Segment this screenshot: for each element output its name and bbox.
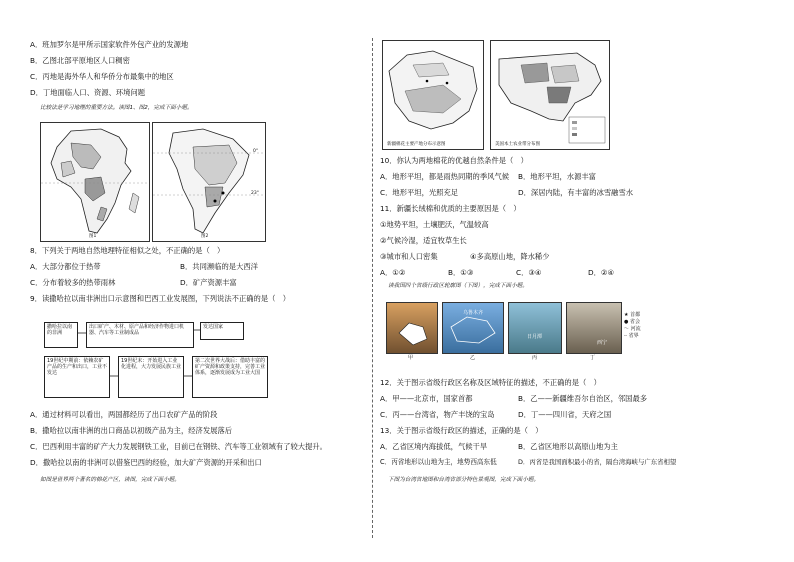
q12-option-a: A．甲——北京市，国家首都 [380, 394, 473, 403]
intro-provinces: 读我国四个省级行政区轮廓图（下图），完成下面小题。 [388, 283, 528, 289]
flow-box-late19: 19世纪末：开始进入工业化进程，大力发展民族工业 [118, 356, 184, 398]
map2-lat-0: 0° [253, 149, 259, 154]
provincial-capital-icon: ● [624, 319, 629, 325]
province-border-icon: ┄ [624, 333, 628, 339]
q-prev-option-c: C．丙地是海外华人和华侨分布最集中的地区 [30, 72, 174, 81]
label-bing: 丙 [532, 355, 538, 361]
q12-option-b: B．乙——新疆维吾尔自治区，邻国最多 [518, 394, 648, 403]
photo-jia [386, 302, 438, 354]
q9-stem: 9．读撒哈拉以南非洲出口示意图和巴西工业发展图，下列说法不正确的是（ ） [30, 294, 291, 303]
intro-compare: 比较法是学习地理的重要方法。读图1、图2，完成下面小题。 [40, 105, 193, 111]
legend-provincial-capital: 省会 [629, 319, 640, 325]
province-legend [624, 312, 641, 340]
intro-taiwan: 下图为台湾省地图和台湾省部分特色景观图，完成下面小题。 [388, 477, 540, 483]
q9-option-c: C．巴西利用丰富的矿产大力发展钢铁工业，目前已在钢铁、汽车等工业领域有了较大提升。 [30, 442, 327, 451]
q11-item-4: ④多高原山地，降水稀少 [470, 252, 550, 261]
photo-ding [566, 302, 622, 354]
xinjiang-map-caption: 新疆棉花主要产地分布示意图 [387, 142, 446, 147]
flow-box-postwar: 第二次世界大战后：借助丰富的矿产资源和政策支持，完善工业体系，逐渐发展成为工业大国 [192, 356, 268, 398]
photo-ding-text: 西宁 [597, 340, 608, 346]
q13-option-c: C．丙省地形以山地为主，地势西高东低 [380, 458, 497, 466]
flow-box-trade: 出口矿产、木材、原产品和经济作物进口机器、汽车等工业制成品 [86, 322, 194, 348]
label-jia: 甲 [408, 355, 414, 361]
photo-yi-text: 乌鲁木齐 [463, 310, 484, 316]
q11-option-b: B．①③ [448, 268, 474, 277]
flow-box-before19: 19世纪中期前：依赖农矿产品的生产和出口，工业不发达 [44, 356, 110, 398]
q11-option-d: D．②④ [588, 268, 614, 277]
q8-stem: 8．下列关于两地自然地理特征相似之处，不正确的是（ ） [30, 246, 225, 255]
xinjiang-cotton-map [382, 40, 484, 150]
q12-option-d: D．丁——四川省，天府之国 [518, 410, 612, 419]
q12-option-c: C．丙——台湾省，物产丰饶的宝岛 [380, 410, 495, 419]
intro-cotton: 如图是世界两个著名的棉花产区，读图，完成下面小题。 [40, 477, 180, 483]
photo-yi [442, 302, 504, 354]
legend-border: 省界 [628, 333, 639, 339]
q9-option-a: A．通过材料可以看出，两国都经历了出口农矿产品的阶段 [30, 410, 218, 419]
river-line-icon: ～ [624, 326, 630, 332]
q-prev-option-d: D．丁地面临人口、资源、环境问题 [30, 88, 146, 97]
q11-option-a: A．①② [380, 268, 406, 277]
q9-option-b: B．撒哈拉以南非洲的出口商品以初级产品为主，经济发展落后 [30, 426, 233, 435]
q11-item-3: ③城市和人口密集 [380, 252, 438, 261]
q8-option-a: A．大部分都位于热带 [30, 262, 101, 271]
legend-river: 河流 [630, 326, 641, 332]
q13-option-b: B．乙省区地形以高原山地为主 [518, 442, 618, 451]
q-prev-option-a: A．班加罗尔是甲所示国家软件外包产业的发源地 [30, 40, 189, 49]
q11-item-1: ①地势平坦，土壤肥沃，气温较高 [380, 220, 489, 229]
xinjiang-map-svg [383, 41, 483, 149]
q10-option-c: C．地形平坦，光照充足 [380, 188, 459, 197]
q13-option-d: D．丙省是我国面积最小的省，隔台湾海峡与广东省相望 [518, 458, 677, 466]
q12-stem: 12．关于图示省级行政区名称及区域特征的描述，不正确的是（ ） [380, 378, 601, 387]
q10-option-a: A．地形平坦，都是雨热同期的季风气候 [380, 172, 510, 181]
q13-stem: 13．关于图示省级行政区的描述，正确的是（ ） [380, 426, 543, 435]
photo-bing [508, 302, 562, 354]
photo-jia-outline [387, 303, 437, 353]
label-ding: 丁 [590, 355, 596, 361]
us-map-caption: 美国本土农业带分布图 [495, 142, 540, 147]
capital-star-icon: ★ [624, 312, 629, 318]
q10-option-d: D．深居内陆，有丰富的冰雪融雪水 [518, 188, 634, 197]
flow-box-africa: 撒哈拉以南的非洲 [44, 322, 78, 348]
photo-bing-text: 日月潭 [527, 334, 543, 340]
map2-caption: 图2 [201, 234, 209, 239]
us-agri-map [490, 40, 610, 150]
flow-box-developed: 发达国家 [200, 322, 244, 340]
us-map-svg [491, 41, 609, 149]
q11-stem: 11．新疆长绒棉和优质的主要原因是（ ） [380, 204, 521, 213]
q11-option-c: C．③④ [516, 268, 542, 277]
q11-item-2: ②气候冷湿，适宜牧草生长 [380, 236, 467, 245]
q8-option-b: B．共同濒临的是大西洋 [180, 262, 258, 271]
legend-capital: 首都 [630, 312, 641, 318]
map1-caption: 图1 [89, 234, 97, 239]
q10-stem: 10．你认为两地棉花的优越自然条件是（ ） [380, 156, 528, 165]
map2-lat-23: 23° [251, 191, 259, 196]
q13-option-a: A．乙省区境内海拔低，气候干旱 [380, 442, 488, 451]
q10-option-b: B．地形平坦，水源丰富 [518, 172, 596, 181]
q-prev-option-b: B．乙图北部平原地区人口稠密 [30, 56, 130, 65]
q8-option-d: D．矿产资源丰富 [180, 278, 237, 287]
q8-option-c: C．分布着较多的热带雨林 [30, 278, 116, 287]
label-yi: 乙 [470, 355, 476, 361]
q9-option-d: D．撒哈拉以南的非洲可以借鉴巴西的经验，加大矿产资源的开采和出口 [30, 458, 262, 467]
